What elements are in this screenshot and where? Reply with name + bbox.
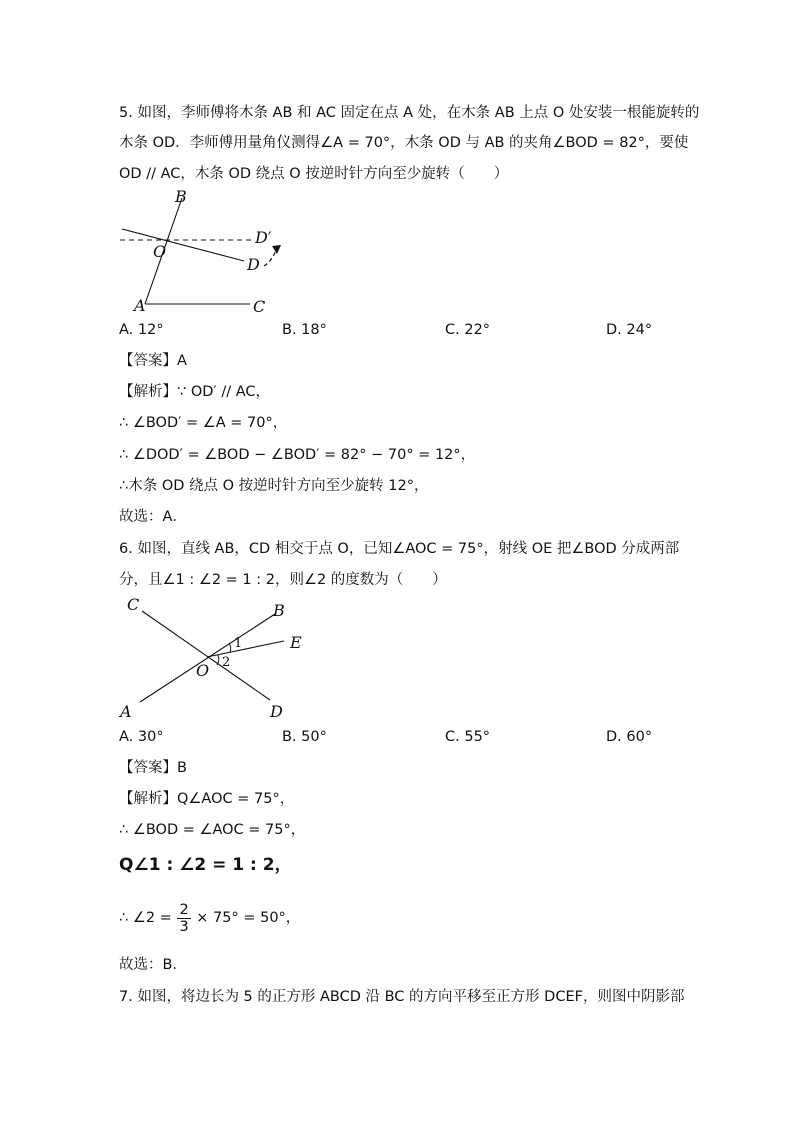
q5-label-O: O — [153, 242, 167, 261]
q6-label-O: O — [196, 661, 210, 680]
q5-conclusion: 故选：A． — [119, 509, 187, 525]
q5-rotation-arrow-icon — [264, 250, 276, 266]
q5-label-C: C — [253, 297, 266, 316]
q5-analysis-line-3: ∴ ∠DOD′ = ∠BOD − ∠BOD′ = 82° − 70° = 12°， — [119, 447, 476, 463]
q5-answer: 【答案】A — [119, 353, 187, 369]
q6-label-A: A — [120, 702, 132, 721]
q6-option-d: D. 60° — [606, 729, 653, 745]
q5-label-D: D — [247, 255, 260, 274]
q6-label-D: D — [270, 702, 283, 721]
q6-angle-arc-1 — [229, 643, 231, 652]
q5-option-b: B. 18° — [282, 322, 327, 338]
q6-answer: 【答案】B — [119, 760, 187, 776]
q6-label-E: E — [290, 633, 302, 652]
q5-analysis-line-1: 【解析】∵ OD′ // AC， — [119, 384, 270, 400]
q6-analysis-4-pre: ∴ ∠2 = — [119, 910, 172, 926]
q5-line-OD — [122, 229, 244, 261]
q6-text-line-2: 分，且∠1 : ∠2 = 1 : 2，则∠2 的度数为（ ） — [119, 572, 447, 588]
q5-text-line-3: OD // AC，木条 OD 绕点 O 按逆时针方向至少旋转（ ） — [119, 166, 509, 182]
q6-analysis-1-prefix: 【解析】Q — [119, 791, 189, 807]
q5-option-a: A. 12° — [119, 322, 164, 338]
q6-analysis-line-3 — [119, 855, 292, 876]
q6-angle-label-1: 1 — [234, 636, 243, 651]
q6-analysis-3-prefix: Q — [119, 855, 134, 875]
q6-figure — [110, 594, 320, 724]
q6-fraction-denominator: 3 — [179, 918, 189, 935]
q5-option-c: C. 22° — [445, 322, 491, 338]
q5-figure — [110, 186, 310, 321]
q6-analysis-4-post: × 75° = 50°， — [196, 910, 301, 926]
q6-ray-OE — [207, 641, 284, 657]
q6-analysis-line-1 — [119, 789, 294, 809]
q7-text-line-1: 7. 如图，将边长为 5 的正方形 ABCD 沿 BC 的方向平移至正方形 DCEF，则图中阴影部 — [119, 989, 685, 1005]
q6-option-a: A. 30° — [119, 729, 164, 745]
q5-option-d: D. 24° — [606, 322, 653, 338]
q5-analysis-line-2: ∴ ∠BOD′ = ∠A = 70°， — [119, 415, 288, 431]
q6-conclusion: 故选：B． — [119, 957, 187, 973]
q6-text-line-1: 6. 如图，直线 AB，CD 相交于点 O，已知∠AOC = 75°，射线 OE 把∠BOD 分成两部 — [119, 541, 680, 557]
q6-label-B: B — [273, 601, 285, 620]
q5-text-line-2: 木条 OD．李师傅用量角仪测得∠A = 70°，木条 OD 与 AB 的夹角∠BOD = 82°，要使 — [119, 135, 689, 151]
q6-angle-label-2: 2 — [222, 655, 231, 670]
q5-analysis-line-4: ∴木条 OD 绕点 O 按逆时针方向至少旋转 12°， — [119, 478, 429, 494]
q6-option-c: C. 55° — [445, 729, 491, 745]
q6-analysis-3-body: ∠1 : ∠2 = 1 : 2， — [133, 855, 292, 875]
q6-label-C: C — [127, 595, 140, 614]
q6-analysis-line-4 — [119, 900, 300, 936]
q5-arrowhead-icon — [272, 245, 281, 254]
q5-label-D-prime: D′ — [255, 228, 272, 247]
q6-fraction-numerator: 2 — [179, 901, 189, 918]
q5-text-line-1: 5. 如图，李师傅将木条 AB 和 AC 固定在点 A 处，在木条 AB 上点 O 处安装一根能旋转的 — [119, 105, 700, 121]
q5-label-B: B — [175, 187, 187, 206]
q6-analysis-line-2: ∴ ∠BOD = ∠AOC = 75°， — [119, 822, 306, 838]
q6-option-b: B. 50° — [282, 729, 327, 745]
q6-analysis-1-body: ∠AOC = 75°， — [188, 791, 295, 807]
q6-fraction — [177, 902, 190, 935]
q5-label-A: A — [134, 296, 146, 315]
q6-line-CD — [142, 611, 270, 700]
